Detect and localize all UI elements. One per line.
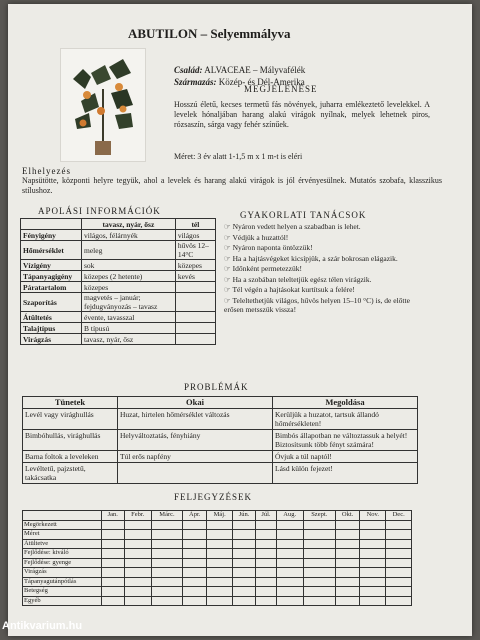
tips-list bbox=[224, 222, 424, 316]
notes-cell[interactable] bbox=[124, 530, 151, 540]
notes-row bbox=[23, 596, 412, 606]
problem-solution: Lásd külön fejezet! bbox=[273, 463, 418, 484]
notes-cell[interactable] bbox=[102, 539, 125, 549]
notes-cell[interactable] bbox=[256, 596, 277, 606]
bullet-icon: ☞ bbox=[224, 232, 233, 242]
month-header: Máj. bbox=[207, 511, 233, 521]
care-row bbox=[21, 241, 216, 260]
family-value: ALVACEAE – Mályvafélék bbox=[204, 65, 306, 75]
notes-cell[interactable] bbox=[102, 587, 125, 597]
problem-cause bbox=[118, 463, 273, 484]
family-label: Család: bbox=[174, 65, 203, 75]
care-row-winter-value bbox=[175, 293, 215, 312]
notes-cell[interactable] bbox=[102, 558, 125, 568]
notes-row-label: Méret bbox=[23, 530, 102, 540]
tip-text: Időnként permetezzük! bbox=[232, 264, 302, 273]
notes-cell[interactable] bbox=[207, 568, 233, 578]
appearance-text: Hosszú életű, kecses termetű fás növények, juharra emlékeztető levelekkel. A levelek hónaljában harang alakú virágok nyílnak, melyek lehetnek piros, rózsaszín, sárga vagy fehér színűek. bbox=[174, 100, 430, 129]
abutilon-plant-image bbox=[61, 49, 145, 161]
notes-row bbox=[23, 530, 412, 540]
notes-cell[interactable] bbox=[386, 587, 412, 597]
notes-cell[interactable] bbox=[386, 549, 412, 559]
care-row-label: Átültetés bbox=[21, 312, 82, 323]
notes-cell[interactable] bbox=[151, 587, 182, 597]
placement-heading: Elhelyezés bbox=[22, 166, 71, 176]
problem-symptom: Barna foltok a leveleken bbox=[23, 451, 118, 463]
notes-cell[interactable] bbox=[335, 558, 359, 568]
notes-cell[interactable] bbox=[303, 568, 335, 578]
care-row-season-value: sok bbox=[82, 260, 176, 271]
care-row-label: Páratartalom bbox=[21, 282, 82, 293]
bullet-icon: ☞ bbox=[224, 243, 233, 252]
care-row-winter-value: közepes bbox=[175, 260, 215, 271]
notes-cell[interactable] bbox=[256, 558, 277, 568]
problems-row bbox=[23, 451, 418, 463]
notes-row-label: Tápanyagutánpótlás bbox=[23, 577, 102, 587]
notes-cell[interactable] bbox=[151, 596, 182, 606]
tip-text: Ha a szobában teleltetjük egész télen virágzik. bbox=[232, 274, 372, 284]
care-row-label: Virágzás bbox=[21, 334, 82, 345]
tip-text: Tél végén a hajtásokat kurtítsuk a felére! bbox=[232, 285, 355, 294]
care-row-winter-value bbox=[175, 334, 215, 345]
notes-cell[interactable] bbox=[360, 549, 386, 559]
care-header-season: tavasz, nyár, ősz bbox=[82, 219, 176, 230]
notes-cell[interactable] bbox=[360, 520, 386, 530]
tip-text: Védjük a huzattól! bbox=[232, 232, 289, 242]
tip-text: Ha a hajtásvégeket kicsípjük, a szár bokrosan elágazik. bbox=[232, 253, 398, 263]
notes-cell[interactable] bbox=[256, 568, 277, 578]
tip-item bbox=[224, 264, 424, 274]
care-row-winter-value: kevés bbox=[175, 271, 215, 282]
notes-cell[interactable] bbox=[124, 587, 151, 597]
problem-symptom: Levél vagy virághullás bbox=[23, 409, 118, 430]
notes-cell[interactable] bbox=[303, 587, 335, 597]
problem-symptom: Levéltetű, pajzstetű, takácsatka bbox=[23, 463, 118, 484]
notes-cell[interactable] bbox=[183, 549, 207, 559]
care-row-label: Tápanyagigény bbox=[21, 271, 82, 282]
month-header: Aug. bbox=[276, 511, 303, 521]
notes-cell[interactable] bbox=[207, 549, 233, 559]
notes-cell[interactable] bbox=[335, 577, 359, 587]
tip-item bbox=[224, 233, 424, 243]
document-page bbox=[8, 4, 472, 636]
notes-cell[interactable] bbox=[183, 596, 207, 606]
month-header: Szept. bbox=[303, 511, 335, 521]
tip-text: Teleltethetjük világos, hűvös helyen 15–10 °C) is, de előtte erősen metsszük vissza! bbox=[224, 295, 410, 314]
care-row-winter-value: hűvös 12–14°C bbox=[175, 241, 215, 260]
care-row-season-value: évente, tavasszal bbox=[82, 312, 176, 323]
notes-cell[interactable] bbox=[386, 558, 412, 568]
care-row bbox=[21, 271, 216, 282]
notes-row bbox=[23, 568, 412, 578]
notes-table bbox=[22, 510, 412, 606]
notes-cell[interactable] bbox=[124, 520, 151, 530]
notes-cell[interactable] bbox=[276, 549, 303, 559]
care-row-season-value: közepes (2 hetente) bbox=[82, 271, 176, 282]
notes-cell[interactable] bbox=[360, 596, 386, 606]
month-header: Júl. bbox=[256, 511, 277, 521]
notes-cell[interactable] bbox=[303, 520, 335, 530]
notes-row bbox=[23, 539, 412, 549]
care-header-empty bbox=[21, 219, 82, 230]
care-row-season-value: tavasz, nyár, ősz bbox=[82, 334, 176, 345]
bullet-icon: ☞ bbox=[224, 285, 233, 294]
problems-row bbox=[23, 430, 418, 451]
tip-item bbox=[224, 275, 424, 285]
notes-cell[interactable] bbox=[335, 587, 359, 597]
notes-cell[interactable] bbox=[276, 568, 303, 578]
origin-label: Származás: bbox=[174, 77, 217, 87]
notes-row bbox=[23, 577, 412, 587]
notes-cell[interactable] bbox=[276, 539, 303, 549]
notes-cell[interactable] bbox=[276, 520, 303, 530]
care-row-season-value: világos, félárnyék bbox=[82, 230, 176, 241]
care-row bbox=[21, 293, 216, 312]
care-row bbox=[21, 334, 216, 345]
care-row bbox=[21, 323, 216, 334]
notes-cell[interactable] bbox=[207, 520, 233, 530]
origin-value: Közép- és Dél-Amerika bbox=[218, 77, 305, 87]
plant-photo bbox=[60, 48, 146, 162]
notes-cell[interactable] bbox=[151, 577, 182, 587]
notes-cell[interactable] bbox=[207, 587, 233, 597]
size-text: Méret: 3 év alatt 1-1,5 m x 1 m-t is eléri bbox=[174, 152, 303, 161]
notes-cell[interactable] bbox=[303, 577, 335, 587]
tip-item bbox=[224, 222, 424, 232]
notes-cell[interactable] bbox=[256, 549, 277, 559]
notes-cell[interactable] bbox=[232, 520, 255, 530]
problems-row bbox=[23, 463, 418, 484]
problems-header-row bbox=[23, 397, 418, 409]
notes-cell[interactable] bbox=[276, 587, 303, 597]
notes-cell[interactable] bbox=[207, 596, 233, 606]
tip-text: Nyáron vedett helyen a szabadban is lehet. bbox=[232, 222, 361, 231]
problems-heading: PROBLÉMÁK bbox=[184, 382, 249, 392]
problems-table bbox=[22, 396, 418, 484]
tip-item bbox=[224, 254, 424, 264]
tips-heading: GYAKORLATI TANÁCSOK bbox=[240, 210, 367, 220]
month-header: Febr. bbox=[124, 511, 151, 521]
notes-row-label: Fejlődése: gyenge bbox=[23, 558, 102, 568]
notes-cell[interactable] bbox=[207, 539, 233, 549]
notes-cell[interactable] bbox=[335, 568, 359, 578]
problem-solution: Óvjuk a túl naptól! bbox=[273, 451, 418, 463]
notes-cell[interactable] bbox=[102, 530, 125, 540]
notes-cell[interactable] bbox=[276, 558, 303, 568]
notes-cell[interactable] bbox=[232, 577, 255, 587]
notes-row bbox=[23, 558, 412, 568]
month-header: Jún. bbox=[232, 511, 255, 521]
care-row-label: Talajtípus bbox=[21, 323, 82, 334]
notes-cell[interactable] bbox=[151, 520, 182, 530]
notes-cell[interactable] bbox=[276, 596, 303, 606]
problem-cause: Huzat, hirtelen hőmérséklet változás bbox=[118, 409, 273, 430]
notes-cell[interactable] bbox=[360, 577, 386, 587]
notes-cell[interactable] bbox=[183, 587, 207, 597]
notes-cell[interactable] bbox=[151, 539, 182, 549]
notes-cell[interactable] bbox=[183, 520, 207, 530]
tip-item bbox=[224, 296, 424, 315]
care-header-winter: tél bbox=[175, 219, 215, 230]
notes-header-row bbox=[23, 511, 412, 521]
notes-cell[interactable] bbox=[151, 530, 182, 540]
notes-cell[interactable] bbox=[232, 587, 255, 597]
notes-cell[interactable] bbox=[207, 530, 233, 540]
notes-cell[interactable] bbox=[276, 577, 303, 587]
notes-cell[interactable] bbox=[303, 539, 335, 549]
problems-col-symptoms: Tünetek bbox=[23, 397, 118, 409]
care-row-label: Szaporítás bbox=[21, 293, 82, 312]
notes-cell[interactable] bbox=[256, 587, 277, 597]
notes-header-empty bbox=[23, 511, 102, 521]
month-header: Dec. bbox=[386, 511, 412, 521]
problems-row bbox=[23, 409, 418, 430]
problem-cause: Túl erős napfény bbox=[118, 451, 273, 463]
tip-item bbox=[224, 243, 424, 253]
notes-cell[interactable] bbox=[386, 568, 412, 578]
care-row-winter-value: világos bbox=[175, 230, 215, 241]
notes-cell[interactable] bbox=[124, 558, 151, 568]
notes-cell[interactable] bbox=[124, 539, 151, 549]
notes-row-label: Egyéb bbox=[23, 596, 102, 606]
notes-cell[interactable] bbox=[232, 539, 255, 549]
care-table bbox=[20, 218, 216, 345]
month-header: Márc. bbox=[151, 511, 182, 521]
problem-solution: Kerüljük a huzatot, tartsuk állandó hőmérsékleten! bbox=[273, 409, 418, 430]
bullet-icon: ☞ bbox=[224, 222, 233, 231]
problem-symptom: Bimbóhullás, virághullás bbox=[23, 430, 118, 451]
notes-cell[interactable] bbox=[183, 568, 207, 578]
notes-cell[interactable] bbox=[360, 558, 386, 568]
bullet-icon: ☞ bbox=[224, 274, 233, 284]
notes-cell[interactable] bbox=[102, 596, 125, 606]
page-title: ABUTILON – Selyemmályva bbox=[128, 26, 291, 41]
care-row-winter-value bbox=[175, 323, 215, 334]
notes-row bbox=[23, 520, 412, 530]
notes-cell[interactable] bbox=[303, 596, 335, 606]
notes-cell[interactable] bbox=[102, 568, 125, 578]
notes-cell[interactable] bbox=[303, 530, 335, 540]
notes-cell[interactable] bbox=[256, 539, 277, 549]
notes-cell[interactable] bbox=[256, 530, 277, 540]
bullet-icon: ☞ bbox=[224, 295, 233, 305]
notes-cell[interactable] bbox=[335, 530, 359, 540]
notes-cell[interactable] bbox=[151, 549, 182, 559]
notes-cell[interactable] bbox=[303, 558, 335, 568]
problems-col-causes: Okai bbox=[118, 397, 273, 409]
notes-cell[interactable] bbox=[207, 558, 233, 568]
tip-item bbox=[224, 285, 424, 295]
notes-cell[interactable] bbox=[360, 539, 386, 549]
notes-cell[interactable] bbox=[335, 520, 359, 530]
notes-row-label: Virágzás bbox=[23, 568, 102, 578]
appearance-heading: MEGJELENÉSE bbox=[244, 84, 318, 94]
care-row-winter-value bbox=[175, 282, 215, 293]
notes-cell[interactable] bbox=[124, 596, 151, 606]
notes-cell[interactable] bbox=[124, 549, 151, 559]
notes-cell[interactable] bbox=[276, 530, 303, 540]
notes-cell[interactable] bbox=[386, 520, 412, 530]
notes-row-label: Átültetve bbox=[23, 539, 102, 549]
notes-cell[interactable] bbox=[232, 549, 255, 559]
notes-cell[interactable] bbox=[183, 558, 207, 568]
problem-cause: Helyváltoztatás, fényhiány bbox=[118, 430, 273, 451]
notes-cell[interactable] bbox=[183, 539, 207, 549]
month-header: Nov. bbox=[360, 511, 386, 521]
notes-cell[interactable] bbox=[232, 530, 255, 540]
notes-cell[interactable] bbox=[386, 539, 412, 549]
notes-cell[interactable] bbox=[232, 558, 255, 568]
notes-cell[interactable] bbox=[360, 587, 386, 597]
care-row-winter-value bbox=[175, 312, 215, 323]
problem-solution: Bimbós állapotban ne változtassuk a helyét! Biztosítsunk több fényt számára! bbox=[273, 430, 418, 451]
care-row-season-value: magvetés – január; fejdugványozás – tavasz bbox=[82, 293, 176, 312]
care-row-label: Vízigény bbox=[21, 260, 82, 271]
notes-cell[interactable] bbox=[207, 577, 233, 587]
care-row bbox=[21, 282, 216, 293]
notes-row bbox=[23, 549, 412, 559]
notes-cell[interactable] bbox=[183, 530, 207, 540]
notes-row-label: Fejlődése: kiváló bbox=[23, 549, 102, 559]
notes-cell[interactable] bbox=[256, 520, 277, 530]
watermark-text: Antikvarium.hu bbox=[2, 620, 83, 632]
notes-cell[interactable] bbox=[335, 539, 359, 549]
month-header: Ápr. bbox=[183, 511, 207, 521]
bullet-icon: ☞ bbox=[224, 264, 233, 273]
care-heading: APOLÁSI INFORMÁCIÓK bbox=[38, 206, 161, 216]
problems-col-solution: Megoldása bbox=[273, 397, 418, 409]
month-header: Okt. bbox=[335, 511, 359, 521]
notes-cell[interactable] bbox=[335, 549, 359, 559]
notes-heading: FELJEGYZÉSEK bbox=[174, 492, 252, 502]
notes-cell[interactable] bbox=[386, 577, 412, 587]
month-header: Jan. bbox=[102, 511, 125, 521]
care-header-row bbox=[21, 219, 216, 230]
notes-cell[interactable] bbox=[102, 549, 125, 559]
care-row-label: Hőmérséklet bbox=[21, 241, 82, 260]
care-row bbox=[21, 230, 216, 241]
care-row bbox=[21, 312, 216, 323]
care-row-label: Fényigény bbox=[21, 230, 82, 241]
placement-text: Napsütötte, központi helyre tegyük, ahol a levelek és harang alakú virágok is jól érvényesülnek. Mutatós szobafa, klasszikus stílushoz. bbox=[22, 176, 442, 195]
notes-row bbox=[23, 587, 412, 597]
notes-row-label: Megörkezett bbox=[23, 520, 102, 530]
notes-cell[interactable] bbox=[102, 520, 125, 530]
notes-cell[interactable] bbox=[232, 568, 255, 578]
care-row-season-value: B típusú bbox=[82, 323, 176, 334]
notes-cell[interactable] bbox=[102, 577, 125, 587]
notes-cell[interactable] bbox=[256, 577, 277, 587]
notes-cell[interactable] bbox=[183, 577, 207, 587]
notes-cell[interactable] bbox=[386, 530, 412, 540]
notes-cell[interactable] bbox=[124, 577, 151, 587]
care-row-season-value: közepes bbox=[82, 282, 176, 293]
bullet-icon: ☞ bbox=[224, 253, 233, 263]
notes-cell[interactable] bbox=[151, 558, 182, 568]
notes-cell[interactable] bbox=[360, 568, 386, 578]
notes-cell[interactable] bbox=[124, 568, 151, 578]
tip-text: Nyáron naponta öntözzük! bbox=[232, 243, 313, 252]
notes-cell[interactable] bbox=[232, 596, 255, 606]
notes-row-label: Betegség bbox=[23, 587, 102, 597]
notes-cell[interactable] bbox=[151, 568, 182, 578]
notes-cell[interactable] bbox=[303, 549, 335, 559]
care-row-season-value: meleg bbox=[82, 241, 176, 260]
care-row bbox=[21, 260, 216, 271]
notes-cell[interactable] bbox=[360, 530, 386, 540]
notes-cell[interactable] bbox=[386, 596, 412, 606]
notes-cell[interactable] bbox=[335, 596, 359, 606]
